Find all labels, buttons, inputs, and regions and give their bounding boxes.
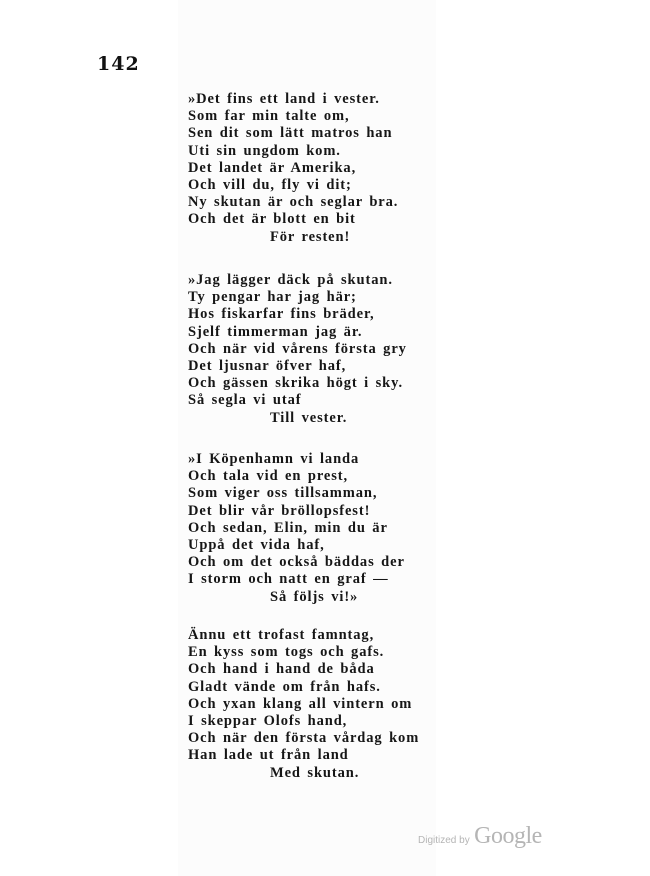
verse-line: »Jag lägger däck på skutan. xyxy=(188,272,393,288)
stanza xyxy=(188,91,398,246)
verse-line: »Det fins ett land i vester. xyxy=(188,91,380,107)
verse-line: Och om det också bäddas der xyxy=(188,554,405,571)
google-watermark xyxy=(418,823,542,850)
verse-line: Och gässen skrika högt i sky. xyxy=(188,375,403,392)
stanza xyxy=(188,451,405,606)
verse-line: I storm och natt en graf — xyxy=(188,571,389,588)
verse-line: Ty pengar har jag här; xyxy=(188,289,357,306)
verse-line: Och yxan klang all vintern om xyxy=(188,695,413,712)
verse-line: Det blir vår bröllopsfest! xyxy=(188,502,371,519)
verse-line: Och sedan, Elin, min du är xyxy=(188,519,388,536)
verse-line: I skeppar Olofs hand, xyxy=(188,713,348,730)
verse-line: Ny skutan är och seglar bra. xyxy=(188,194,399,211)
verse-line: Ännu ett trofast famntag, xyxy=(188,627,375,643)
verse-line: Som far min talte om, xyxy=(188,108,350,125)
verse-line: En kyss som togs och gafs. xyxy=(188,644,385,661)
refrain-line: Med skutan. xyxy=(270,764,360,781)
stanza xyxy=(188,272,407,427)
refrain-line: Så följs vi!» xyxy=(270,588,359,605)
verse-line: Och det är blott en bit xyxy=(188,211,356,228)
verse-line: Han lade ut från land xyxy=(188,747,349,764)
verse-line: »I Köpenhamn vi landa xyxy=(188,451,360,467)
verse-line: Sjelf timmerman jag är. xyxy=(188,323,363,340)
verse-line: Sen dit som lätt matros han xyxy=(188,125,393,142)
stanza xyxy=(188,627,419,782)
refrain-line: Till vester. xyxy=(270,409,348,426)
verse-line: Hos fiskarfar fins bräder, xyxy=(188,306,375,323)
refrain-line: För resten! xyxy=(270,228,351,245)
watermark-brand: Google xyxy=(474,823,542,849)
verse-line: Och vill du, fly vi dit; xyxy=(188,177,352,194)
verse-line: Gladt vände om från hafs. xyxy=(188,678,381,695)
verse-line: Och när den första vårdag kom xyxy=(188,730,420,747)
watermark-prefix: Digitized by xyxy=(418,835,470,846)
verse-line: Uppå det vida haf, xyxy=(188,537,325,554)
verse-line: Som viger oss tillsamman, xyxy=(188,485,378,502)
verse-line: Det ljusnar öfver haf, xyxy=(188,358,347,375)
verse-line: Och när vid vårens första gry xyxy=(188,340,407,357)
verse-line: Så segla vi utaf xyxy=(188,392,302,409)
verse-line: Och tala vid en prest, xyxy=(188,468,349,485)
verse-line: Och hand i hand de båda xyxy=(188,661,375,678)
verse-line: Uti sin ungdom kom. xyxy=(188,142,341,159)
page-number: 142 xyxy=(97,53,140,75)
verse-line: Det landet är Amerika, xyxy=(188,159,357,176)
